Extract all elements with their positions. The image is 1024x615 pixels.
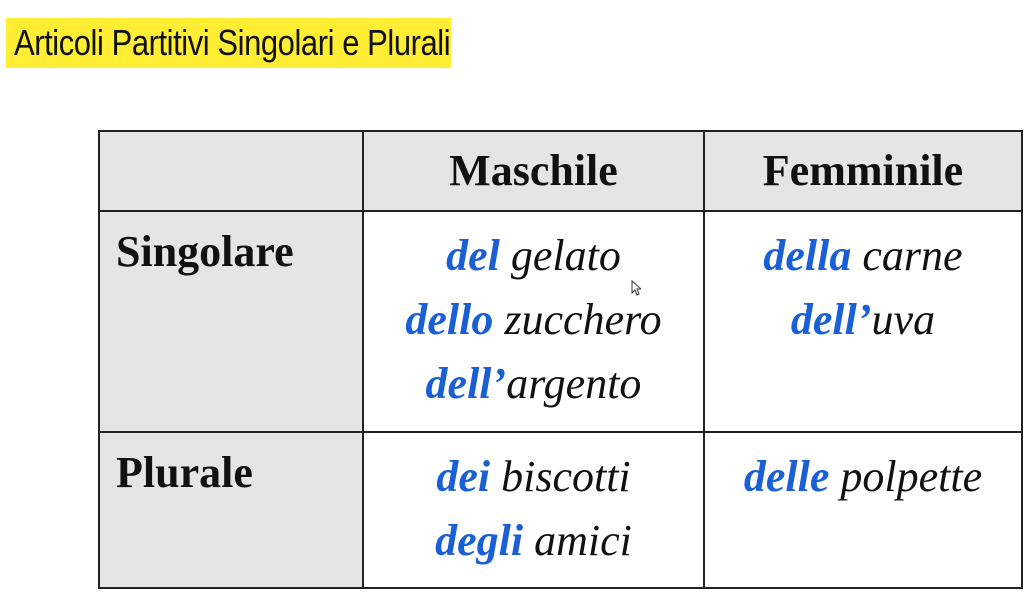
article: dell’: [425, 359, 507, 408]
list-item: [364, 352, 703, 416]
article: degli: [435, 516, 524, 565]
cell-plurale-maschile: [363, 432, 704, 588]
cell-plurale-femminile: [704, 432, 1022, 588]
noun: argento: [506, 359, 642, 408]
table-row-singolare: [99, 211, 1022, 432]
list-item: [705, 224, 1021, 288]
noun: polpette: [829, 452, 983, 501]
page-title: Articoli Partitivi Singolari e Plurali: [14, 22, 451, 63]
list-item: [364, 509, 703, 573]
article: dello: [405, 295, 494, 344]
noun: biscotti: [490, 452, 631, 501]
noun: carne: [851, 231, 963, 280]
table-header-row: [99, 131, 1022, 211]
list-item: [705, 445, 1021, 509]
article: del: [446, 231, 500, 280]
table-row-plurale: [99, 432, 1022, 588]
list-item: [705, 288, 1021, 352]
list-item: [364, 445, 703, 509]
row-header-plurale: Plurale: [99, 432, 363, 588]
partitive-articles-table: [98, 130, 1023, 589]
article: della: [763, 231, 852, 280]
title-highlight: [6, 18, 451, 68]
cell-singolare-femminile: [704, 211, 1022, 432]
list-item: [364, 224, 703, 288]
noun: gelato: [499, 231, 621, 280]
article: dell’: [790, 295, 872, 344]
row-header-singolare: Singolare: [99, 211, 363, 432]
noun: amici: [523, 516, 632, 565]
column-header-femminile: Femminile: [704, 131, 1022, 211]
article: dei: [436, 452, 491, 501]
corner-cell: [99, 131, 363, 211]
noun: zucchero: [493, 295, 662, 344]
noun: uva: [871, 295, 936, 344]
list-item: [364, 288, 703, 352]
article: delle: [743, 452, 830, 501]
cell-singolare-maschile: [363, 211, 704, 432]
mouse-pointer-icon: [631, 280, 641, 296]
column-header-maschile: Maschile: [363, 131, 704, 211]
